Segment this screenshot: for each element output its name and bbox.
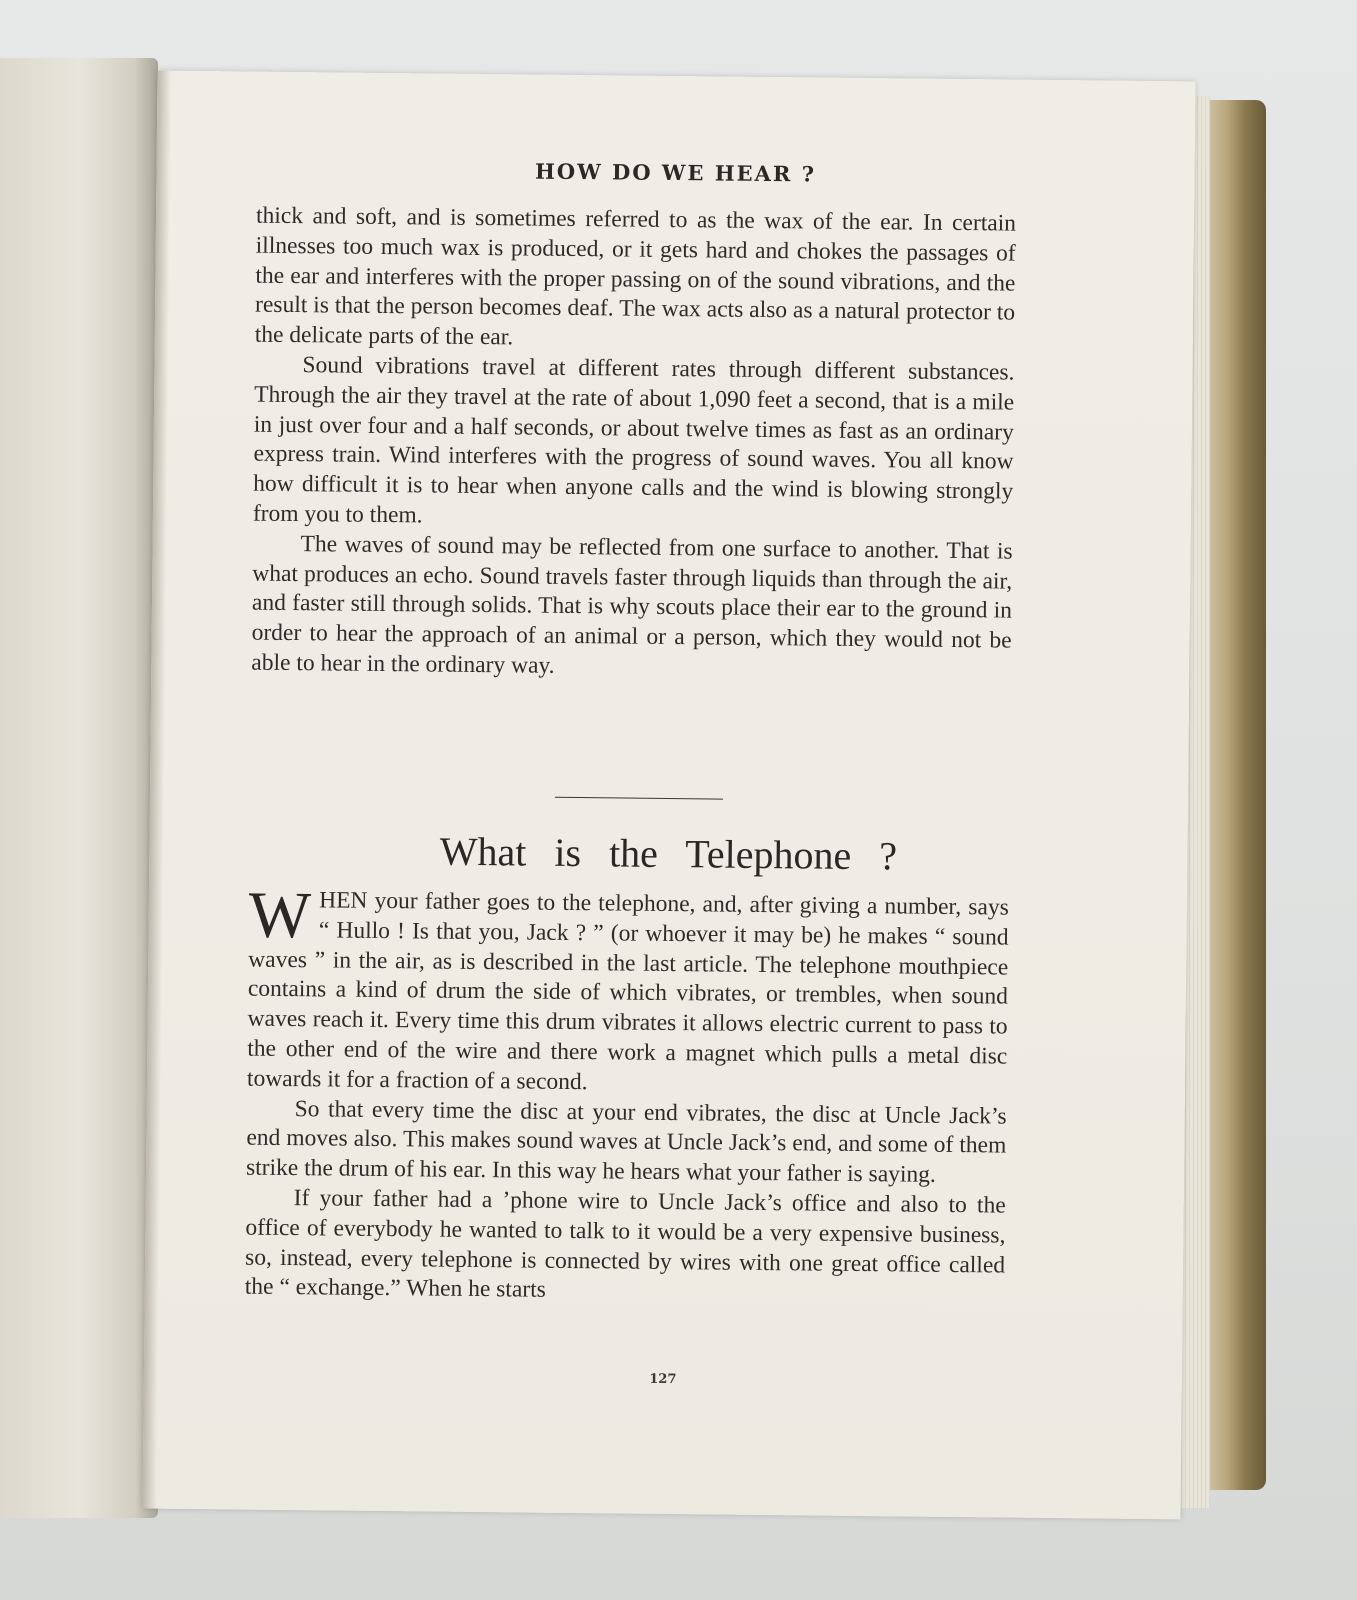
paragraph-telephone-intro: [246, 878, 1009, 1103]
book-page: [142, 71, 1195, 1520]
paragraph-exchange: If your father had a ’phone wire to Uncle Jack’s office and also to the office of everybody he wanted to talk to it would be a very expensive business, so, instead, every telephone is connected by wires with one great office called the “ exchange.” When he starts: [244, 1185, 1006, 1304]
top-text-block: [251, 202, 1016, 687]
running-head: HOW DO WE HEAR ?: [534, 158, 817, 187]
paragraph-echo: The waves of sound may be reflected from one surface to another. That is what produces an echo. Sound travels faster through liquids than through the air, and faster still through solids. That is why scouts place their ear to the ground in order to hear the approach of an animal or a person, which they would not be able to hear in the ordinary way.: [251, 530, 1013, 679]
page-number: 127: [649, 1371, 677, 1388]
section-title: What is the Telephone ?: [439, 828, 898, 879]
paragraph-uncle-jack: So that every time the disc at your end vibrates, the disc at Uncle Jack’s end moves also. This makes sound waves at Uncle Jack’s end, and some of them strike the drum of his ear. In this way he hears what your father is saying.: [245, 1095, 1007, 1188]
drop-cap: W: [248, 878, 312, 953]
paragraph-ear-wax: thick and soft, and is sometimes referred to as the wax of the ear. In certain illnesses too much wax is produced, or it gets hard and chokes the passages of the ear and interferes with the proper passing on of the sound vibrations, and the result is that the person becomes deaf. The wax acts also as a natural protector to the delicate parts of the ear.: [254, 202, 1017, 351]
section-divider: [555, 797, 723, 800]
telephone-text-block: [244, 878, 1009, 1311]
paragraph-sound-speed: Sound vibrations travel at different rates through different substances. Through the air they travel at the rate of about 1,090 feet a second, that is a mile in just over four and a half seconds, or about twelve times as fast as an ordinary express train. Wind interferes with the progress of sound waves. You all know how difficult it is to hear when anyone calls and the wind is blowing strongly from you to them.: [252, 352, 1015, 529]
paragraph-telephone-intro-text: HEN your father goes to the telephone, and, after giving a number, says “ Hullo ! Is that you, Jack ? ” (or whoever it may be) he makes “ sound waves ” in the air, as is described in the last article. The telephone mouthpiece contains a kind of drum the side of which vibrates, or trembles, when sound waves reach it. Every time this drum vibrates it allows electric current to pass to the other end of the wire and there work a magnet which pulls a metal disc towards it for a fraction of a second.: [246, 887, 1009, 1095]
left-page-edge: [0, 58, 158, 1518]
